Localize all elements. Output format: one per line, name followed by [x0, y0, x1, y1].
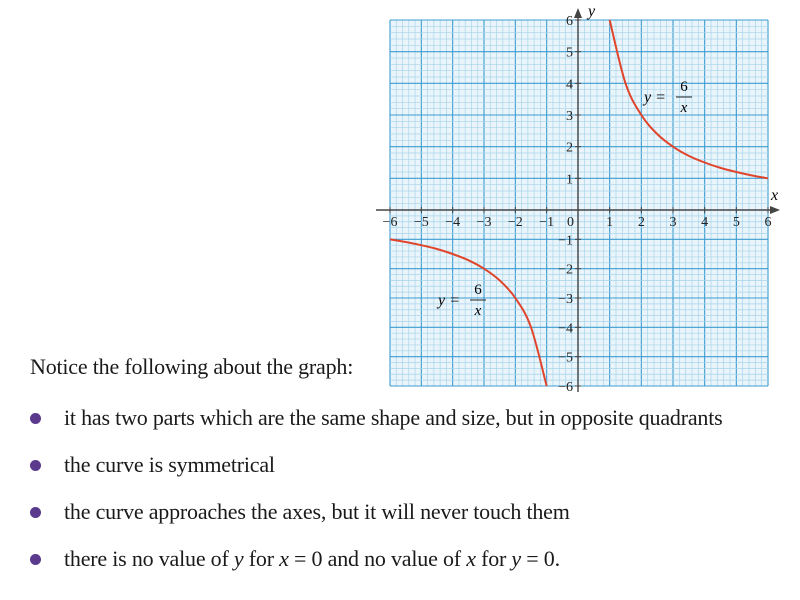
- y-tick-label: 2: [566, 140, 573, 156]
- bullet-dot-icon: [30, 413, 41, 424]
- bullet-dot-icon: [30, 460, 41, 471]
- bullet-item: [30, 498, 722, 545]
- x-axis-arrow-icon: [770, 206, 780, 214]
- bullet-item: [30, 451, 722, 498]
- y-tick-label: −5: [558, 350, 573, 366]
- y-axis-label: y: [588, 3, 596, 20]
- bullet-text: = 0 and no value of: [288, 546, 467, 571]
- x-tick-label: 1: [606, 215, 614, 230]
- x-axis-label: x: [771, 187, 779, 204]
- bullet-text: = 0.: [521, 546, 560, 571]
- equation-numerator: 6: [680, 79, 688, 95]
- bullet-text: x: [466, 546, 476, 571]
- equation-denominator: x: [680, 100, 688, 116]
- y-tick-label: −4: [558, 321, 573, 337]
- y-tick-label: 1: [566, 172, 573, 188]
- y-axis-arrow-icon: [574, 8, 582, 18]
- bullet-text: for: [243, 546, 280, 571]
- x-tick-label: −2: [507, 215, 523, 230]
- x-tick-label: −3: [476, 215, 492, 230]
- y-tick-label: −6: [558, 380, 573, 395]
- bullet-text: it has two parts which are the same shape and size, but in opposite quadrants: [64, 405, 723, 430]
- y-tick-label: 4: [566, 77, 573, 93]
- bullet-dot-icon: [30, 554, 41, 565]
- bullet-text: for: [475, 546, 512, 571]
- y-tick-label: −1: [558, 233, 573, 249]
- bullet-text: y: [511, 546, 521, 571]
- bullet-list: [30, 404, 722, 592]
- x-tick-label: 4: [701, 215, 709, 230]
- equation-numerator: 6: [474, 282, 482, 298]
- x-tick-label: 3: [669, 215, 677, 230]
- notice-heading: Notice the following about the graph:: [30, 354, 354, 379]
- x-tick-label: −6: [382, 215, 398, 230]
- bullet-text: y: [233, 546, 244, 571]
- bullet-text: there is no value of: [64, 546, 234, 571]
- y-tick-label: 3: [566, 109, 573, 124]
- bullet-text: the curve is symmetrical: [64, 452, 275, 477]
- y-tick-label: 5: [566, 45, 573, 61]
- bullet-item: [30, 404, 722, 451]
- bullet-item: [30, 545, 722, 592]
- y-tick-label: 6: [566, 14, 573, 29]
- x-tick-label: −4: [445, 215, 461, 230]
- bullet-text: x: [279, 546, 289, 571]
- x-tick-label: −5: [413, 215, 429, 230]
- origin-label: 0: [567, 215, 574, 230]
- bullet-text: the curve approaches the axes, but it will never touch them: [64, 499, 570, 524]
- grid: [390, 20, 768, 386]
- bullet-dot-icon: [30, 507, 41, 518]
- x-tick-label: 2: [637, 215, 645, 230]
- y-tick-label: −3: [558, 292, 573, 307]
- y-tick-label: −2: [558, 262, 573, 278]
- equation-lhs: y =: [438, 292, 460, 309]
- equation-denominator: x: [474, 303, 482, 319]
- x-tick-label: 6: [764, 215, 772, 230]
- x-tick-label: 5: [732, 215, 740, 230]
- equation-lhs: y =: [644, 89, 666, 106]
- x-tick-label: −1: [539, 215, 555, 230]
